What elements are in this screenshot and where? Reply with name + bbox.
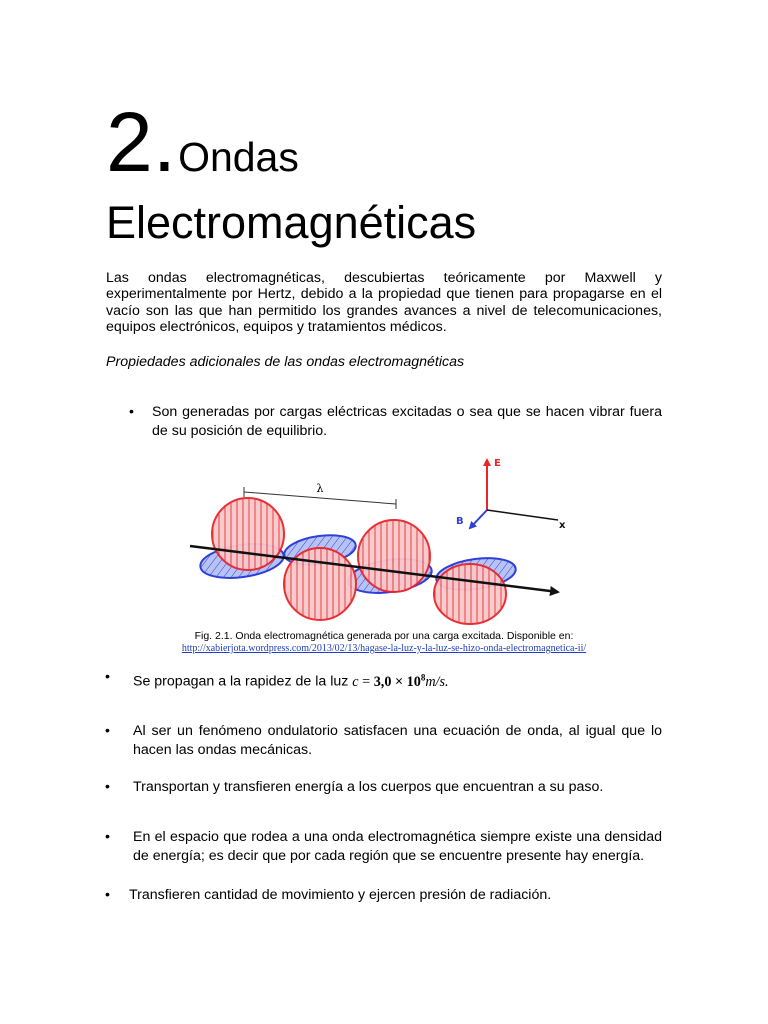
wavelength-label: λ: [316, 482, 324, 495]
e-axis-label: E: [494, 458, 501, 469]
figure-caption: Fig. 2.1. Onda electromagnética generada por una carga excitada. Disponible en:: [194, 630, 574, 642]
em-wave-figure: [180, 446, 580, 626]
bullet-text: Son generadas por cargas eléctricas excitadas o sea que se hacen vibrar fuera de su posición de equilibrio.: [152, 404, 662, 439]
e-field-lobe: [434, 564, 506, 624]
bullet-text: Al ser un fenómeno ondulatorio satisfacen una ecuación de onda, al igual que lo hacen las ondas mecánicas.: [133, 723, 662, 758]
bullet-marker: •: [129, 404, 134, 420]
speed-of-light-formula: $c = 3,0 \times 10^8m/s$.: [352, 672, 449, 690]
bullet-text: En el espacio que rodea a una onda electromagnética siempre existe una densidad de energía; es decir que por cada región que se encuentre presente hay energía.: [133, 829, 662, 864]
section-title-line2: Electromagnéticas: [106, 197, 477, 248]
bullet-marker: •: [105, 669, 110, 685]
b-axis-label: B: [456, 516, 464, 527]
bullet-text: Transfieren cantidad de movimiento y ejercen presión de radiación.: [129, 887, 552, 903]
bullet-marker: •: [105, 829, 110, 845]
e-field-lobe: [358, 520, 430, 592]
intro-paragraph: Las ondas electromagnéticas, descubiertas teóricamente por Maxwell y experimentalmente por Hertz, debido a la propiedad que tienen para propagarse en el vacío son las que han permitido los grandes avances a nivel de telecomunicaciones, equipos electrónicos, equipos y tratamientos médicos.: [106, 270, 662, 335]
bullet-marker: •: [105, 723, 110, 739]
section-heading: [106, 95, 299, 189]
x-axis-label: x: [559, 520, 566, 531]
section-number: 2.: [106, 95, 177, 189]
bullet-text: Transportan y transfieren energía a los cuerpos que encuentran a su paso.: [133, 779, 604, 795]
bullet-marker: •: [105, 779, 110, 795]
bullet-marker: •: [105, 887, 110, 903]
section-title-line1: Ondas: [178, 134, 299, 180]
bullet-text: Se propagan a la rapidez de la luz: [133, 673, 349, 690]
figure-source-link[interactable]: http://xabierjota.wordpress.com/2013/02/13/hagase-la-luz-y-la-luz-se-hizo-onda-electromagnetica-ii/: [181, 643, 587, 654]
subtitle: Propiedades adicionales de las ondas electromagnéticas: [106, 354, 465, 370]
e-field-lobe: [212, 498, 284, 570]
